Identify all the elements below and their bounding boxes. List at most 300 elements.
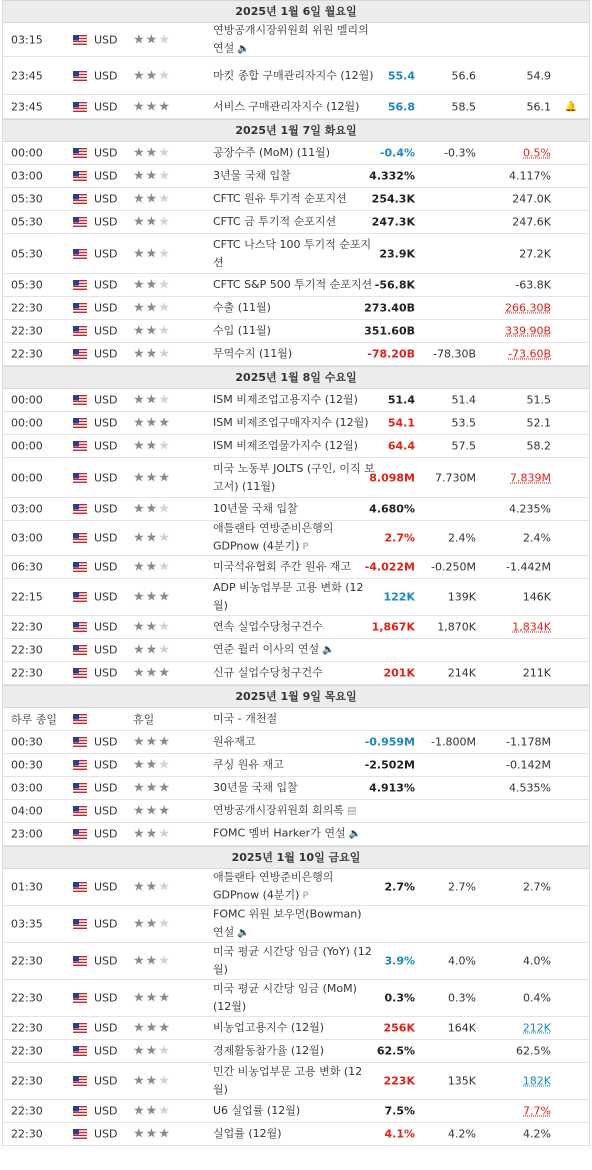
importance-stars — [133, 804, 171, 819]
speaker-icon: 🔈 — [237, 927, 250, 939]
star-icon: ★ — [133, 415, 146, 431]
star-icon: ★ — [145, 879, 159, 895]
event-name[interactable] — [213, 190, 375, 208]
us-flag-icon — [73, 562, 87, 572]
event-name-text: 미국 평균 시간당 임금 (YoY) (12월) — [213, 945, 372, 976]
event-name[interactable] — [213, 825, 375, 844]
star-icon: ★ — [133, 1126, 146, 1142]
previous-value: 4.117% — [509, 169, 551, 183]
event-name[interactable] — [213, 437, 375, 455]
prelim-icon: P — [302, 541, 309, 553]
event-name-text: U6 실업률 (12월) — [213, 1104, 301, 1117]
event-currency: USD — [94, 169, 118, 183]
star-icon: ★ — [145, 642, 159, 658]
event-currency: USD — [94, 301, 118, 315]
event-row[interactable] — [3, 412, 589, 435]
star-icon: ★ — [145, 191, 159, 207]
event-currency: USD — [94, 666, 118, 680]
event-name-text: 애틀랜타 연방준비은행의 GDPnow (4분기) — [213, 870, 334, 902]
event-row[interactable] — [3, 343, 589, 366]
star-icon: ★ — [158, 1103, 171, 1119]
previous-value: 54.9 — [526, 69, 551, 82]
day-header: 2025년 1월 8일 수요일 — [3, 366, 589, 389]
importance-stars — [133, 531, 171, 546]
importance-stars — [133, 301, 171, 316]
importance-stars — [133, 1044, 171, 1059]
actual-value: 51.4 — [387, 393, 415, 407]
event-row[interactable] — [3, 188, 589, 211]
us-flag-icon — [73, 993, 87, 1003]
us-flag-icon — [73, 1106, 87, 1116]
importance-stars — [133, 278, 171, 293]
us-flag-icon — [73, 956, 87, 966]
previous-value: 62.5% — [516, 1044, 551, 1058]
event-row[interactable] — [3, 708, 589, 731]
star-icon: ★ — [133, 99, 146, 114]
importance-stars — [133, 439, 171, 454]
event-name[interactable] — [213, 579, 375, 615]
importance-stars — [133, 1104, 171, 1119]
importance-stars — [133, 954, 171, 969]
forecast-value: 1,870K — [437, 620, 476, 634]
event-name[interactable] — [213, 906, 375, 943]
previous-value[interactable]: 7.839M — [510, 471, 551, 484]
star-icon: ★ — [158, 1020, 171, 1036]
forecast-value: 2.4% — [448, 531, 476, 545]
us-flag-icon — [73, 171, 87, 181]
star-icon: ★ — [133, 803, 146, 819]
actual-value: 55.4 — [387, 69, 415, 82]
previous-value: 58.2 — [526, 439, 551, 453]
event-row[interactable] — [3, 823, 589, 846]
event-currency: USD — [94, 1021, 118, 1035]
event-name[interactable] — [213, 500, 375, 518]
event-name-text: FOMC 멤버 Harker가 연설 — [213, 826, 346, 840]
event-name[interactable] — [213, 322, 375, 340]
us-flag-icon — [73, 35, 87, 45]
star-icon: ★ — [158, 619, 171, 635]
event-name[interactable] — [213, 391, 375, 409]
us-flag-icon — [73, 783, 87, 793]
speaker-icon: 🔈 — [237, 43, 250, 54]
importance-stars — [133, 246, 171, 261]
star-icon: ★ — [158, 168, 171, 184]
importance-stars — [133, 347, 171, 362]
star-icon: ★ — [133, 780, 146, 796]
event-name[interactable] — [213, 144, 375, 162]
event-time: 03:35 — [11, 917, 43, 931]
actual-value: 4.1% — [384, 1127, 415, 1141]
event-currency: USD — [94, 804, 118, 818]
previous-value[interactable]: 266.30B — [504, 301, 551, 315]
importance-stars — [133, 991, 171, 1006]
event-currency: USD — [94, 324, 118, 338]
event-row[interactable] — [3, 95, 589, 119]
importance-stars — [133, 666, 171, 681]
event-row[interactable] — [3, 1017, 589, 1040]
event-name-text: 신규 실업수당청구건수 — [213, 666, 323, 679]
event-row[interactable] — [3, 1100, 589, 1123]
event-currency: USD — [94, 1127, 118, 1141]
us-flag-icon — [73, 714, 87, 724]
previous-value: 146K — [522, 590, 551, 604]
event-time: 22:30 — [11, 301, 43, 315]
event-currency: USD — [94, 781, 118, 795]
star-icon: ★ — [145, 300, 159, 316]
actual-value: 2.7% — [384, 531, 415, 545]
event-name-text: 연준 월러 이사의 연설 — [213, 642, 320, 656]
event-name[interactable] — [213, 943, 375, 979]
event-name[interactable] — [213, 520, 375, 557]
event-row[interactable] — [3, 297, 589, 320]
actual-value: 4.680% — [369, 502, 415, 516]
importance-stars — [133, 560, 171, 575]
event-row[interactable] — [3, 754, 589, 777]
star-icon: ★ — [145, 826, 159, 842]
importance-stars — [133, 590, 171, 605]
event-name[interactable] — [213, 1125, 375, 1143]
us-flag-icon — [73, 303, 87, 313]
importance-stars — [133, 643, 171, 658]
actual-value: 1,867K — [371, 620, 415, 634]
event-currency: USD — [94, 827, 118, 841]
economic-calendar — [2, 0, 590, 1146]
event-currency: USD — [94, 735, 118, 749]
star-icon: ★ — [158, 642, 171, 658]
previous-value: -1.442M — [506, 560, 551, 574]
us-flag-icon — [73, 622, 87, 632]
event-row[interactable] — [3, 731, 589, 754]
event-name-text: 민간 비농업부문 고용 변화 (12월) — [213, 1065, 363, 1096]
event-name[interactable] — [213, 460, 375, 496]
event-name-text: 10년물 국채 입찰 — [213, 502, 298, 515]
event-name-text: 3년물 국채 입찰 — [213, 169, 291, 182]
us-flag-icon — [73, 326, 87, 336]
event-row[interactable] — [3, 274, 589, 297]
event-time: 22:30 — [11, 1104, 43, 1118]
star-icon: ★ — [145, 589, 159, 605]
actual-value: 351.60B — [364, 324, 415, 338]
star-icon: ★ — [133, 879, 146, 895]
star-icon: ★ — [158, 277, 171, 293]
event-row[interactable] — [3, 211, 589, 234]
forecast-value: 164K — [447, 1021, 476, 1035]
event-name[interactable] — [213, 414, 375, 432]
event-row[interactable] — [3, 556, 589, 579]
star-icon: ★ — [145, 803, 159, 819]
us-flag-icon — [73, 473, 87, 483]
event-name-text: ISM 비제조업구매자지수 (12월) — [213, 416, 369, 429]
star-icon: ★ — [133, 346, 146, 362]
star-icon: ★ — [145, 145, 159, 161]
importance-stars — [133, 146, 171, 161]
previous-value[interactable]: 0.5% — [523, 146, 551, 160]
event-currency: USD — [94, 1104, 118, 1118]
previous-value[interactable]: 339.90B — [504, 324, 551, 338]
us-flag-icon — [73, 441, 87, 451]
actual-value: 56.8 — [387, 100, 415, 113]
importance-stars — [133, 416, 171, 431]
event-time: 06:30 — [11, 560, 43, 574]
event-row[interactable] — [3, 616, 589, 639]
importance-stars — [133, 735, 171, 750]
forecast-value: 135K — [447, 1074, 476, 1088]
event-name[interactable] — [213, 618, 375, 636]
event-name[interactable] — [213, 641, 375, 660]
previous-value[interactable]: 182K — [522, 1074, 551, 1088]
event-row[interactable] — [3, 1040, 589, 1063]
event-row[interactable] — [3, 943, 589, 980]
star-icon: ★ — [133, 589, 146, 605]
actual-value: -2.502M — [364, 758, 415, 772]
forecast-value: 214K — [447, 666, 476, 680]
event-time: 00:00 — [11, 471, 43, 484]
event-row[interactable] — [3, 662, 589, 685]
day-header: 2025년 1월 10일 금요일 — [3, 846, 589, 869]
star-icon: ★ — [133, 990, 146, 1006]
actual-value: -56.8K — [374, 278, 415, 292]
star-icon: ★ — [158, 1073, 171, 1089]
event-time: 23:45 — [11, 69, 43, 82]
star-icon: ★ — [158, 145, 171, 161]
star-icon: ★ — [158, 246, 171, 261]
actual-value: 254.3K — [371, 192, 415, 206]
star-icon: ★ — [145, 470, 159, 485]
event-row[interactable] — [3, 1123, 589, 1146]
bell-icon[interactable]: 🔔 — [564, 101, 577, 112]
day-header: 2025년 1월 6일 월요일 — [3, 0, 589, 23]
event-time: 00:00 — [11, 146, 43, 160]
event-currency: USD — [94, 347, 118, 361]
importance-stars — [133, 917, 171, 932]
event-row[interactable] — [3, 639, 589, 662]
event-name[interactable] — [213, 756, 375, 774]
forecast-value: -0.3% — [444, 146, 476, 160]
event-row[interactable] — [3, 165, 589, 188]
event-row[interactable] — [3, 320, 589, 343]
event-row[interactable] — [3, 435, 589, 458]
holiday-label: 휴일 — [133, 713, 155, 726]
star-icon: ★ — [158, 826, 171, 842]
star-icon: ★ — [145, 559, 159, 575]
event-name-text: 공장수주 (MoM) (11월) — [213, 146, 330, 159]
star-icon: ★ — [158, 990, 171, 1006]
actual-value: 62.5% — [376, 1044, 415, 1058]
forecast-value: 58.5 — [451, 100, 476, 113]
star-icon: ★ — [145, 246, 159, 261]
event-name[interactable] — [213, 276, 375, 294]
us-flag-icon — [73, 533, 87, 543]
previous-value[interactable]: 1,834K — [512, 620, 551, 634]
star-icon: ★ — [158, 323, 171, 339]
star-icon: ★ — [133, 191, 146, 207]
star-icon: ★ — [133, 1043, 146, 1059]
importance-stars — [133, 502, 171, 517]
star-icon: ★ — [158, 665, 171, 681]
previous-value[interactable]: -73.60B — [507, 347, 551, 361]
importance-stars — [133, 68, 171, 83]
importance-stars — [133, 1074, 171, 1089]
event-row[interactable] — [3, 142, 589, 165]
importance-stars — [133, 1021, 171, 1036]
forecast-value: 57.5 — [451, 439, 476, 453]
forecast-value: 139K — [447, 590, 476, 604]
star-icon: ★ — [133, 757, 146, 773]
event-name[interactable] — [213, 21, 375, 58]
event-time: 00:00 — [11, 416, 43, 430]
importance-stars — [133, 470, 171, 485]
event-name[interactable] — [213, 1102, 375, 1120]
star-icon: ★ — [158, 589, 171, 605]
star-icon: ★ — [158, 559, 171, 575]
us-flag-icon — [73, 806, 87, 816]
event-row[interactable] — [3, 869, 589, 906]
star-icon: ★ — [133, 826, 146, 842]
event-currency: USD — [94, 620, 118, 634]
star-icon: ★ — [158, 214, 171, 230]
event-row[interactable] — [3, 458, 589, 498]
star-icon: ★ — [133, 438, 146, 454]
event-name[interactable] — [213, 664, 375, 682]
forecast-value: 7.730M — [435, 471, 476, 484]
star-icon: ★ — [133, 734, 146, 750]
event-name[interactable] — [213, 710, 375, 728]
event-row[interactable] — [3, 980, 589, 1017]
event-name[interactable] — [213, 1063, 375, 1099]
event-row[interactable] — [3, 23, 589, 57]
event-time: 05:30 — [11, 278, 43, 292]
previous-value[interactable]: 212K — [522, 1021, 551, 1035]
event-name[interactable] — [213, 869, 375, 906]
previous-value: 56.1 — [526, 100, 551, 113]
event-currency: USD — [94, 69, 118, 82]
event-name[interactable] — [213, 1019, 375, 1037]
previous-value: -1.178M — [506, 735, 551, 749]
event-time: 03:15 — [11, 33, 43, 46]
event-name[interactable] — [213, 1042, 375, 1060]
star-icon: ★ — [158, 415, 171, 431]
star-icon: ★ — [158, 99, 171, 114]
actual-value: 4.332% — [369, 169, 415, 183]
event-currency: USD — [94, 393, 118, 407]
us-flag-icon — [73, 280, 87, 290]
event-row[interactable] — [3, 1063, 589, 1100]
event-name[interactable] — [213, 779, 375, 797]
actual-value: 3.9% — [384, 954, 415, 968]
event-row[interactable] — [3, 777, 589, 800]
importance-stars — [133, 324, 171, 339]
event-currency: USD — [94, 416, 118, 430]
event-currency: USD — [94, 917, 118, 931]
event-name[interactable] — [213, 345, 375, 363]
event-row[interactable] — [3, 521, 589, 556]
event-time: 03:00 — [11, 531, 43, 545]
event-name[interactable] — [213, 67, 375, 85]
us-flag-icon — [73, 418, 87, 428]
event-time: 03:00 — [11, 169, 43, 183]
actual-value: 0.3% — [384, 991, 415, 1005]
event-name[interactable] — [213, 167, 375, 185]
star-icon: ★ — [145, 415, 159, 431]
event-time: 22:30 — [11, 620, 43, 634]
forecast-value: -1.800M — [431, 735, 476, 749]
event-name[interactable] — [213, 733, 375, 751]
event-currency: USD — [94, 531, 118, 545]
star-icon: ★ — [145, 916, 159, 932]
event-row[interactable] — [3, 57, 589, 95]
event-name-text: 경제활동참가율 (12월) — [213, 1044, 325, 1057]
event-name[interactable] — [213, 299, 375, 317]
forecast-value: 2.7% — [448, 880, 476, 894]
actual-value: 54.1 — [387, 416, 415, 430]
event-name-text: 마킷 종합 구매관리자지수 (12월) — [213, 68, 374, 82]
event-row[interactable] — [3, 498, 589, 521]
star-icon: ★ — [145, 99, 159, 114]
event-name-text: 서비스 구매관리자지수 (12월) — [213, 99, 360, 113]
star-icon: ★ — [145, 1126, 159, 1142]
previous-value: -0.142M — [506, 758, 551, 772]
event-row[interactable] — [3, 906, 589, 943]
star-icon: ★ — [158, 68, 171, 83]
event-row[interactable] — [3, 234, 589, 274]
event-time: 05:30 — [11, 247, 43, 260]
event-row[interactable] — [3, 800, 589, 823]
star-icon: ★ — [145, 780, 159, 796]
event-name[interactable] — [213, 98, 375, 116]
event-time: 22:15 — [11, 590, 43, 604]
event-currency: USD — [94, 880, 118, 894]
event-row[interactable] — [3, 579, 589, 616]
forecast-value: 51.4 — [451, 393, 476, 407]
forecast-value: -78.30B — [432, 347, 476, 361]
forecast-value: 4.2% — [448, 1127, 476, 1141]
event-currency: USD — [94, 991, 118, 1005]
us-flag-icon — [73, 349, 87, 359]
speaker-icon: 🔈 — [322, 644, 335, 656]
star-icon: ★ — [158, 346, 171, 362]
star-icon: ★ — [133, 530, 146, 546]
event-name[interactable] — [213, 236, 375, 272]
star-icon: ★ — [158, 780, 171, 796]
previous-value[interactable]: 7.7% — [523, 1104, 551, 1118]
us-flag-icon — [73, 668, 87, 678]
event-name[interactable] — [213, 558, 375, 576]
us-flag-icon — [73, 737, 87, 747]
event-time: 22:30 — [11, 666, 43, 680]
event-name[interactable] — [213, 213, 375, 231]
us-flag-icon — [73, 194, 87, 204]
star-icon: ★ — [133, 1073, 146, 1089]
us-flag-icon — [73, 102, 87, 112]
event-row[interactable] — [3, 389, 589, 412]
event-name-text: 연방공개시장위원회 회의록 — [213, 803, 345, 817]
event-name[interactable] — [213, 980, 375, 1016]
importance-stars — [133, 620, 171, 635]
star-icon: ★ — [145, 438, 159, 454]
actual-value: 247.3K — [371, 215, 415, 229]
star-icon: ★ — [133, 501, 146, 517]
event-time: 23:45 — [11, 100, 43, 113]
event-time: 22:30 — [11, 1044, 43, 1058]
event-name[interactable] — [213, 802, 375, 821]
star-icon: ★ — [145, 168, 159, 184]
importance-stars — [133, 32, 171, 47]
star-icon: ★ — [145, 757, 159, 773]
us-flag-icon — [73, 504, 87, 514]
event-currency: USD — [94, 247, 118, 260]
star-icon: ★ — [158, 879, 171, 895]
star-icon: ★ — [133, 277, 146, 293]
